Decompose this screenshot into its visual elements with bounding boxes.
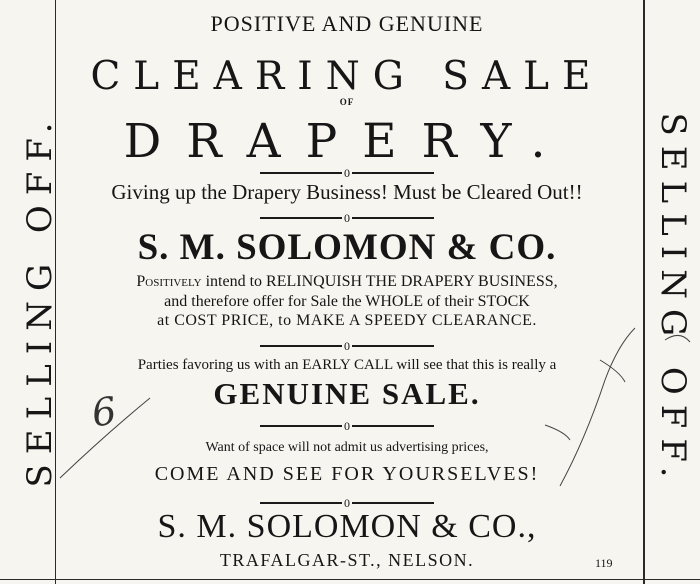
divider: 0 bbox=[56, 417, 638, 435]
intend-line-2: and therefore offer for Sale the WHOLE of their STOCK bbox=[164, 293, 530, 310]
divider: 0 bbox=[56, 164, 638, 182]
title-of: OF bbox=[339, 97, 355, 107]
giving-up-line: Giving up the Drapery Business! Must be Cleared Out!! bbox=[111, 180, 583, 204]
title-drapery: DRAPERY. bbox=[123, 114, 571, 169]
side-text-right: SELLING OFF. bbox=[653, 112, 693, 488]
header-line: POSITIVE AND GENUINE bbox=[210, 11, 484, 36]
intend-line-3: at COST PRICE, to MAKE A SPEEDY CLEARANCE. bbox=[157, 312, 537, 329]
genuine-sale: GENUINE SALE. bbox=[213, 376, 481, 411]
divider: 0 bbox=[56, 209, 638, 227]
intend-line-1 bbox=[56, 273, 638, 291]
come-and-see: COME AND SEE FOR YOURSELVES! bbox=[154, 463, 540, 485]
footer-company: S. M. SOLOMON & CO., bbox=[157, 508, 537, 545]
ad-number: 119 bbox=[595, 556, 613, 570]
side-text-left: SELLING OFF. bbox=[20, 112, 60, 488]
parties-line: Parties favoring us with an EARLY CALL will see that this is really a bbox=[137, 357, 557, 373]
title-clearing-sale: CLEARING SALE bbox=[90, 54, 604, 99]
handwritten-mark: 6 bbox=[89, 388, 120, 436]
divider: 0 bbox=[56, 494, 638, 512]
divider: 0 bbox=[56, 337, 638, 355]
intend-line-1-rest: intend to RELINQUISH THE DRAPERY BUSINESS, bbox=[205, 273, 558, 290]
footer-address: TRAFALGAR-ST., NELSON. bbox=[219, 550, 475, 570]
right-border bbox=[643, 0, 645, 584]
positively-small-caps: Positively bbox=[136, 273, 202, 290]
company-name: S. M. SOLOMON & CO. bbox=[137, 227, 557, 268]
want-of-space: Want of space will not admit us advertising prices, bbox=[205, 440, 489, 455]
bottom-border bbox=[0, 579, 700, 580]
